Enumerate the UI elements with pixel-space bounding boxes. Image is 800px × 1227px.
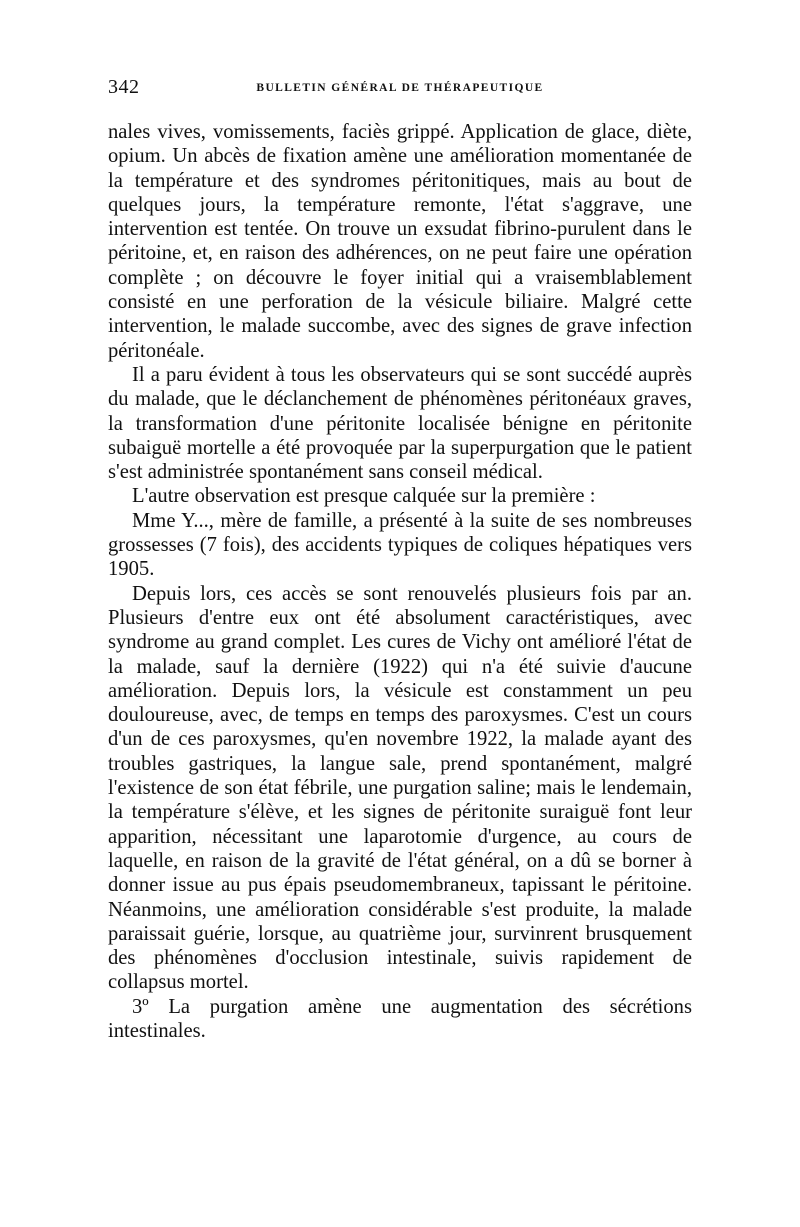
paragraph-case-description: Depuis lors, ces accès se sont renouvelés plusieurs fois par an. Plusieurs d'entre eux ont été absolument caractéristiques, avec syndrome au grand complet. Les cures de Vichy ont amélioré l'état de la malade, sauf la dernière (1922) qui n'a été suivie d'aucune amélioration. Depuis lors, la vésicule est constamment un peu douloureuse, avec, de temps en temps des paroxysmes. C'est un cours d'un de ces paroxysmes, qu'en novembre 1922, la malade ayant des troubles gastriques, la langue sale, prend spontanément, malgré l'existence de son état fébrile, une purgation saline; mais le lendemain, la température s'élève, et les signes de péritonite suraiguë font leur apparition, nécessitant une laparotomie d'urgence, au cours de laquelle, en raison de la gravité de l'état général, on a dû se borner à donner issue au pus épais pseudomembraneux, tapissant le péritoine. Néanmoins, une amélioration considérable s'est produite, la malade paraissait guérie, lorsque, au quatrième jour, survinrent brusquement des phénomènes d'occlusion intestinale, suivis rapidement de collapsus mortel. [108,582,692,994]
paragraph-patient-history: Mme Y..., mère de famille, a présenté à la suite de ses nombreuses grossesses (7 fois), des accidents typiques de coliques hépatiques vers 1905. [108,509,692,581]
paragraph-second-observation-intro: L'autre observation est presque calquée sur la première : [132,485,596,508]
page-number: 342 [108,76,140,98]
paragraph-superpurgation: Il a paru évident à tous les observateurs qui se sont succédé auprès du malade, que le déclanchement de phénomènes péritonéaux graves, la transformation d'une péritonite localisée bénigne en péritonite subaiguë mortelle a été provoquée par la superpurgation que le patient s'est administrée spontanément sans conseil médical. [108,363,692,484]
book-page [108,70,692,1043]
journal-title: BULLETIN GÉNÉRAL DE THÉRAPEUTIQUE [256,82,544,94]
running-header [108,70,692,104]
paragraph-point-three: 3º La purgation amène une augmentation des sécrétions intestinales. [108,995,692,1042]
paragraph-continuation: nales vives, vomissements, faciès grippé. Application de glace, diète, opium. Un abcès de fixation amène une amélioration momentanée de la température et des syndromes péritonitiques, mais au bout de quelques jours, la température remonte, l'état s'aggrave, une intervention est tentée. On trouve un exsudat fibrino-purulent dans le péritoine, et, en raison des adhérences, on ne peut faire une opération complète ; on découvre le foyer initial qui a vraisemblablement consisté en une perforation de la vésicule biliaire. Malgré cette intervention, le malade succombe, avec des signes de grave infection péritonéale. [108,121,692,362]
body-text [108,120,692,1043]
